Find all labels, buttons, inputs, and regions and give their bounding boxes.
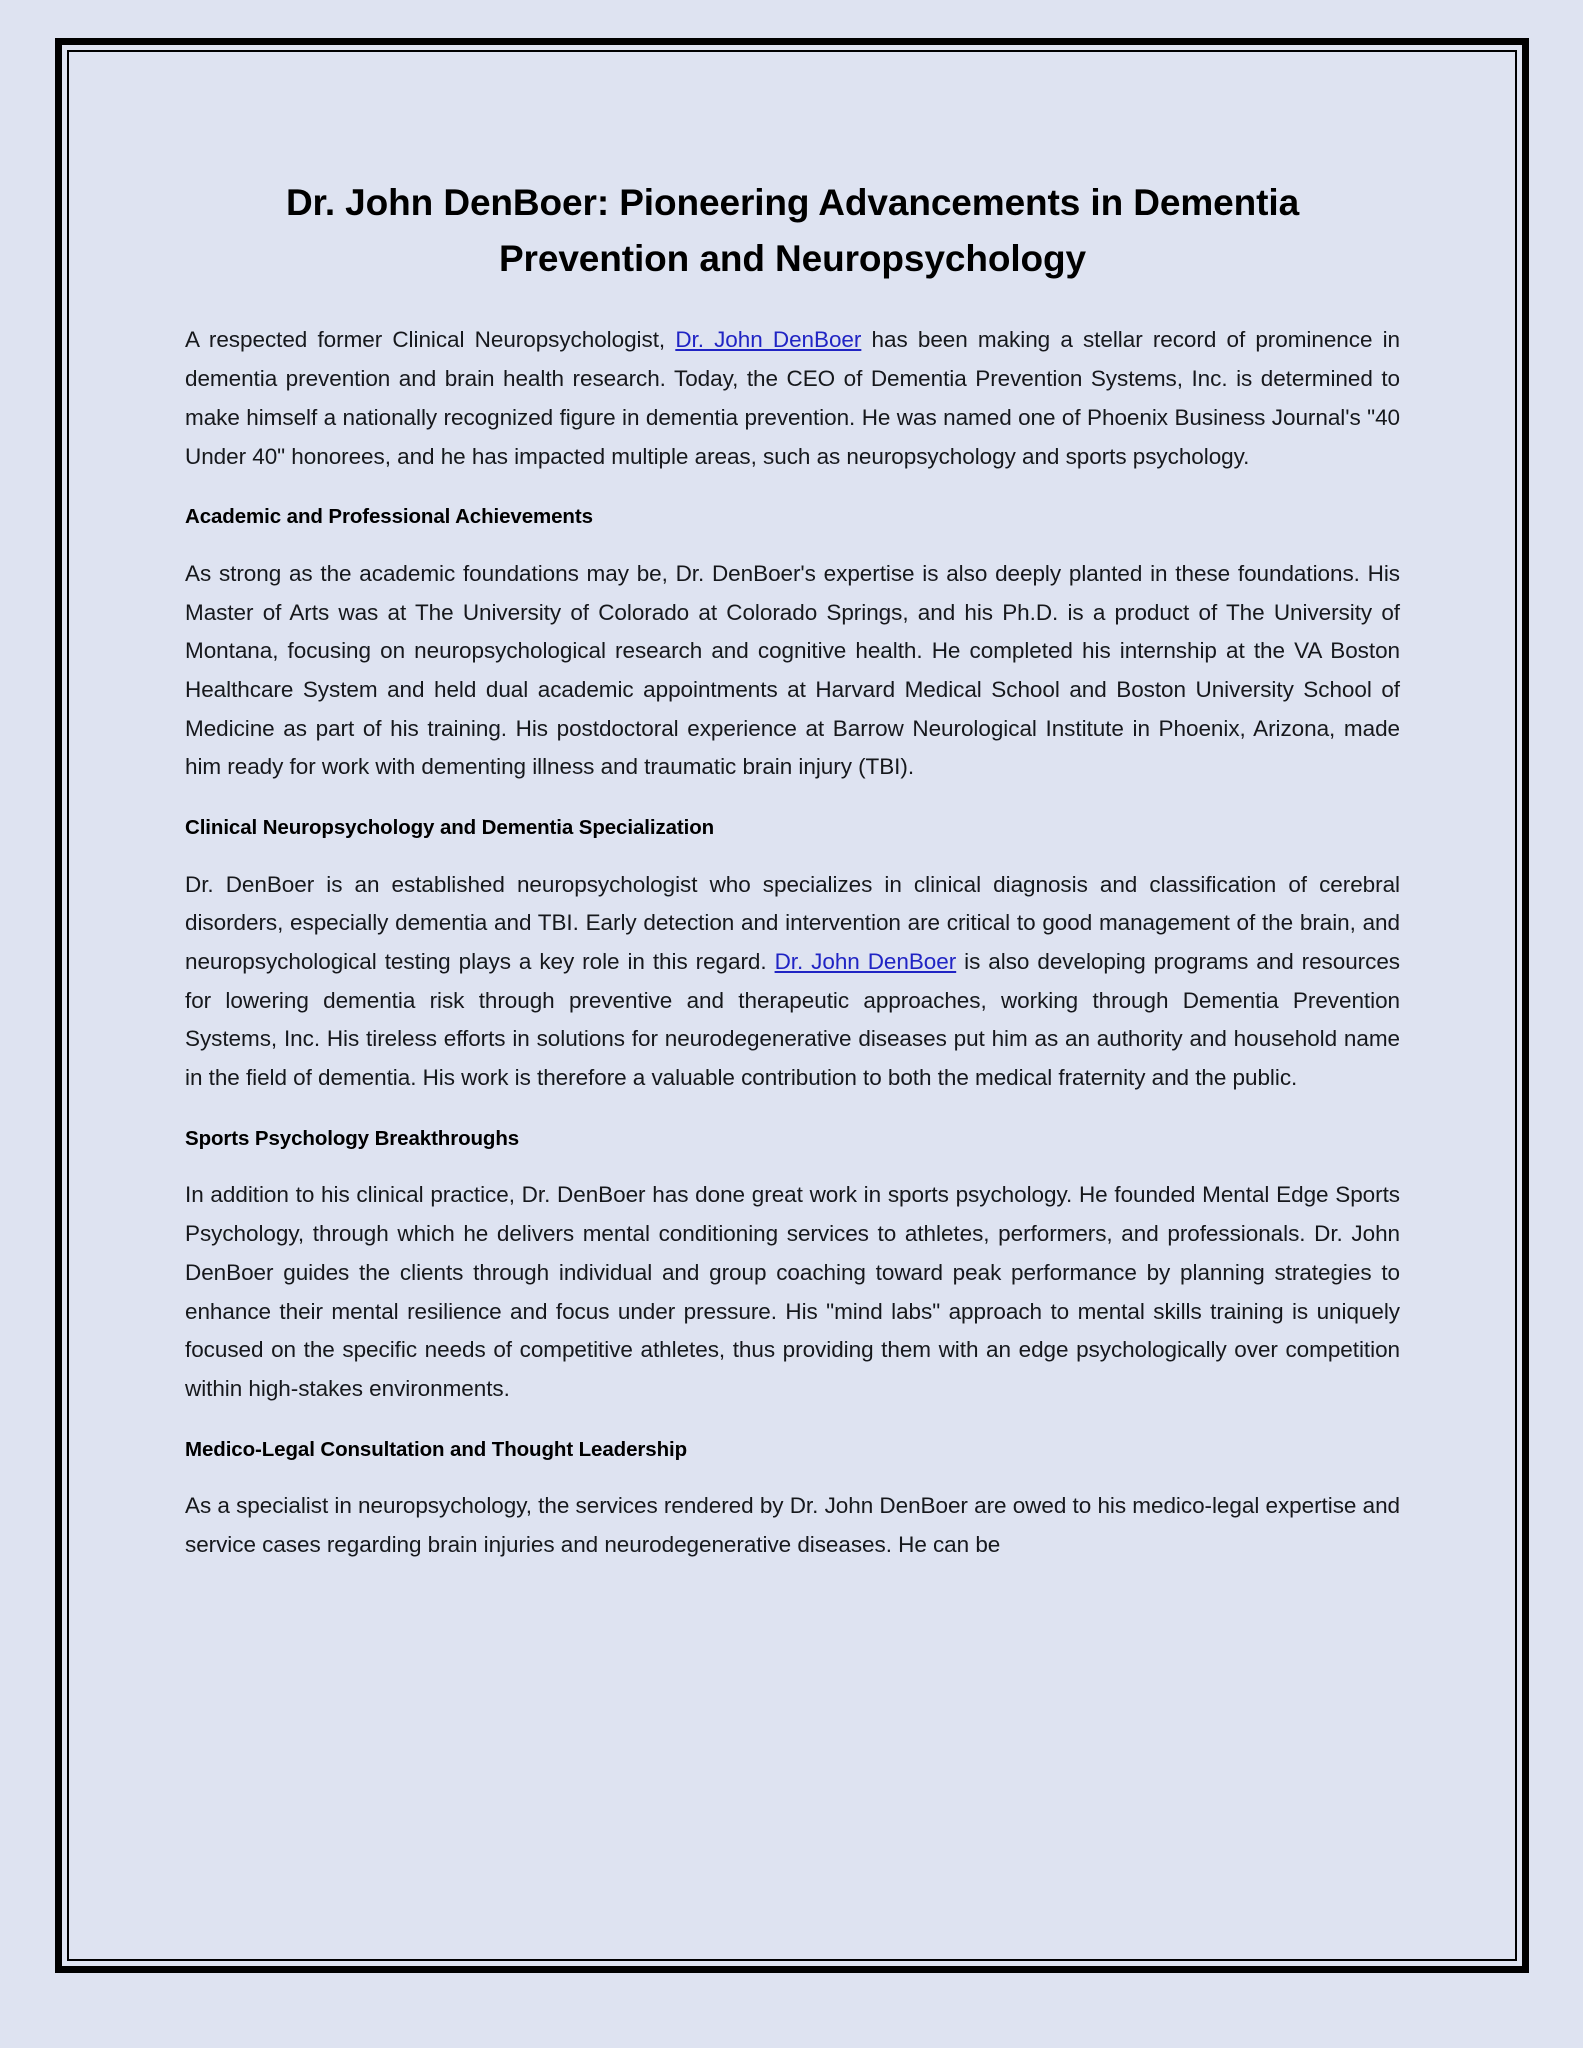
section-body-sports: In addition to his clinical practice, Dr. DenBoer has done great work in sports psychology. He founded Mental Edge Sports Psychology, through which he delivers mental conditioning services to athletes, performers, and professionals. Dr. John DenBoer guides the clients through individual and group coaching toward peak performance by planning strategies to enhance their mental resilience and focus under pressure. His "mind labs" approach to mental skills training is uniquely focused on the specific needs of competitive athletes, thus providing them with an edge psychologically over competition within high-stakes environments. xyxy=(185,1182,1400,1401)
page-title: Dr. John DenBoer: Pioneering Advancements in Dementia Prevention and Neuropsychology xyxy=(285,182,1300,280)
intro-paragraph xyxy=(185,321,1400,476)
intro-text-before-link: A respected former Clinical Neuropsychologist, xyxy=(185,327,676,353)
intro-text-after-link: has been making a stellar record of prominence in dementia prevention and brain health research. Today, the CEO of Dementia Prevention Systems, Inc. is determined to make himself a nationally recognized figure in dementia prevention. He was named one of Phoenix Business Journal's "40 Under 40" honorees, and he has impacted multiple areas, such as neuropsychology and sports psychology. xyxy=(185,327,1401,469)
section-heading-clinical: Clinical Neuropsychology and Dementia Specialization xyxy=(185,816,715,840)
section-body-clinical xyxy=(185,866,1400,1098)
document-content xyxy=(185,175,1400,1592)
section-body-academic: As strong as the academic foundations may be, Dr. DenBoer's expertise is also deeply planted in these foundations. His Master of Arts was at The University of Colorado at Colorado Springs, and his Ph.D. is a product of The University of Montana, focusing on neuropsychological research and cognitive health. He completed his internship at the VA Boston Healthcare System and held dual academic appointments at Harvard Medical School and Boston University School of Medicine as part of his training. His postdoctoral experience at Barrow Neurological Institute in Phoenix, Arizona, made him ready for work with dementing illness and traumatic brain injury (TBI). xyxy=(185,560,1400,780)
clinical-text-before-link: Dr. DenBoer is an established neuropsychologist who specializes in clinical diagnosis and classification of cerebral disorders, especially dementia and TBI. Early detection and intervention are critical to good management of the brain, and neuropsychological testing plays a key role in this regard. xyxy=(185,871,1400,975)
section-body-medico-legal: As a specialist in neuropsychology, the services rendered by Dr. John DenBoer are owed to his medico-legal expertise and service cases regarding brain injuries and neurodegenerative diseases. He can be xyxy=(185,1493,1400,1557)
section-heading-sports: Sports Psychology Breakthroughs xyxy=(185,1126,520,1150)
dr-john-denboer-link-1[interactable]: Dr. John DenBoer xyxy=(675,327,862,353)
section-heading-medico-legal: Medico-Legal Consultation and Thought Leadership xyxy=(185,1437,688,1461)
dr-john-denboer-link-2[interactable]: Dr. John DenBoer xyxy=(774,949,957,975)
clinical-text-after-link: is also developing programs and resources for lowering dementia risk through preventive and therapeutic approaches, working through Dementia Prevention Systems, Inc. His tireless efforts in solutions for neurodegenerative diseases put him as an authority and household name in the field of dementia. His work is therefore a valuable contribution to both the medical fraternity and the public. xyxy=(185,949,1400,1091)
section-heading-academic: Academic and Professional Achievements xyxy=(185,505,593,529)
